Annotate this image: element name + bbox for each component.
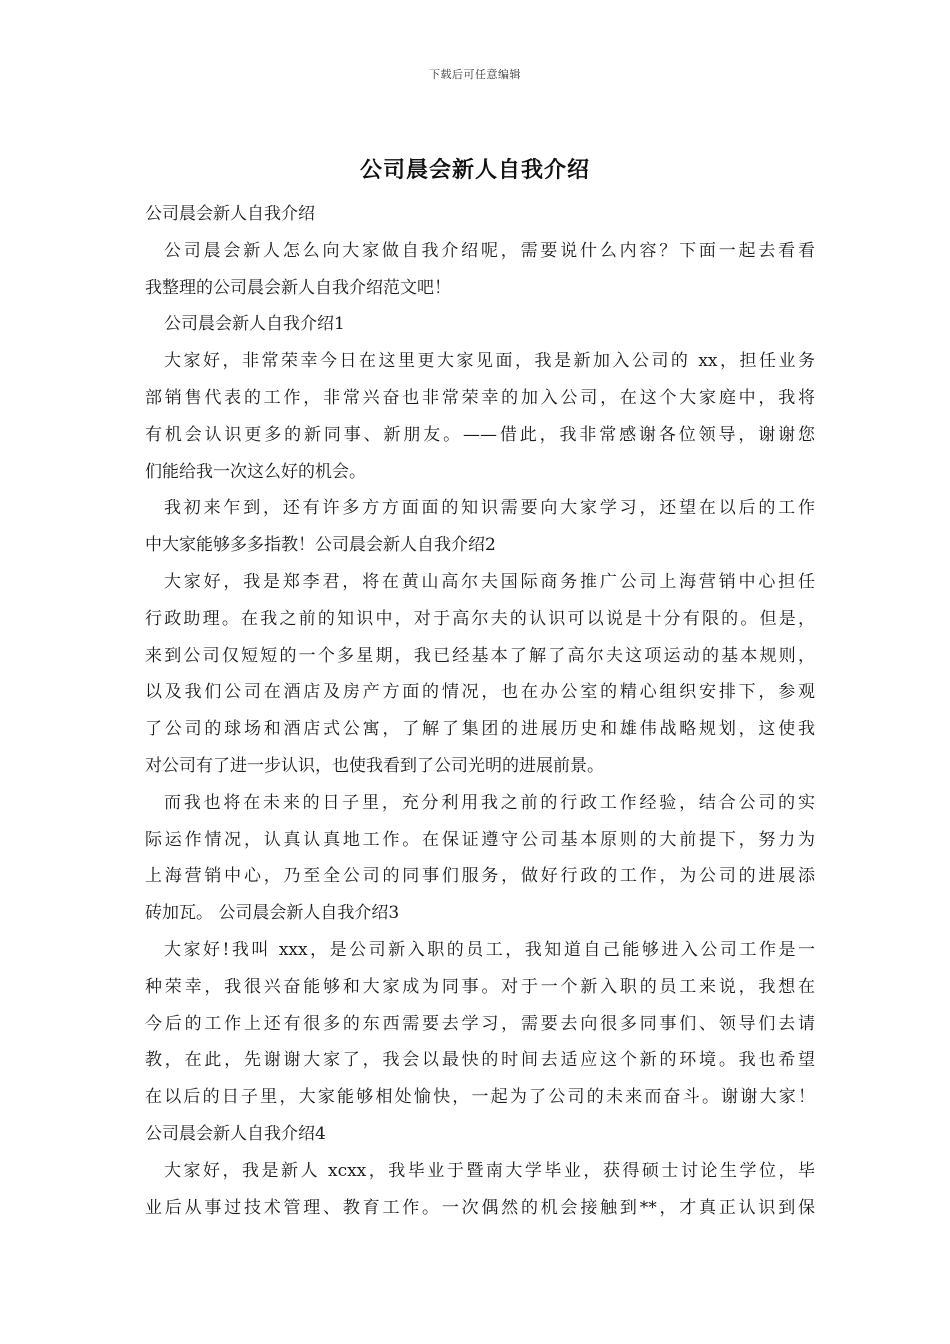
text-line: 公司晨会新人自我介绍1 [164, 314, 345, 335]
text-line: 大家好，我是郑李君，将在黄山高尔夫国际商务推广公司上海营销中心担任 [164, 571, 815, 592]
text-line: 种荣幸，我很兴奋能够和大家成为同事。对于一个新入职的员工来说，我想在 [145, 976, 815, 997]
text-line: 中大家能够多多指教！公司晨会新人自我介绍2 [145, 535, 496, 556]
text-line: 业后从事过技术管理、教育工作。一次偶然的机会接触到**，才真正认识到保 [145, 1197, 815, 1218]
header-note: 下载后可任意编辑 [429, 68, 521, 81]
text-line: 而我也将在未来的日子里，充分利用我之前的行政工作经验，结合公司的实 [164, 792, 815, 813]
document-body [145, 196, 815, 1226]
text-line: 我初来乍到，还有许多方方面面的知识需要向大家学习，还望在以后的工作 [164, 498, 815, 519]
text-line: 大家好，非常荣幸今日在这里更大家见面，我是新加入公司的 xx，担任业务 [164, 351, 815, 372]
text-line: 公司晨会新人自我介绍 [145, 204, 315, 224]
text-line: 公司晨会新人怎么向大家做自我介绍呢，需要说什么内容？下面一起去看看 [164, 240, 815, 261]
text-line: 在以后的日子里，大家能够相处愉快，一起为了公司的未来而奋斗。谢谢大家！ [145, 1087, 815, 1108]
text-line: 们能给我一次这么好的机会。 [145, 461, 366, 482]
text-line: 了公司的球场和酒店式公寓，了解了集团的进展历史和雄伟战略规划，这使我 [145, 719, 815, 740]
text-line: 公司晨会新人自我介绍4 [145, 1123, 326, 1144]
text-line: 教，在此，先谢谢大家了，我会以最快的时间去适应这个新的环境。我也希望 [145, 1050, 815, 1071]
text-line: 对公司有了进一步认识，也使我看到了公司光明的进展前景。 [145, 755, 604, 776]
text-line: 部销售代表的工作，非常兴奋也非常荣幸的加入公司，在这个大家庭中，我将 [145, 387, 815, 408]
text-line: 大家好，我是新人 xcxx，我毕业于暨南大学毕业，获得硕士讨论生学位，毕 [164, 1160, 815, 1181]
text-line: 以及我们公司在酒店及房产方面的情况，也在办公室的精心组织安排下，参观 [145, 682, 815, 703]
text-line: 来到公司仅短短的一个多星期，我已经基本了解了高尔夫这项运动的基本规则， [145, 645, 815, 666]
text-line: 我整理的公司晨会新人自我介绍范文吧！ [145, 277, 451, 298]
text-line: 砖加瓦。 公司晨会新人自我介绍3 [145, 903, 400, 924]
text-line: 上海营销中心，乃至全公司的同事们服务，做好行政的工作，为公司的进展添 [145, 866, 815, 887]
text-line: 有机会认识更多的新同事、新朋友。——借此，我非常感谢各位领导，谢谢您 [145, 424, 815, 445]
document-title: 公司晨会新人自我介绍 [359, 158, 590, 183]
text-line: 际运作情况，认真认真地工作。在保证遵守公司基本原则的大前提下，努力为 [145, 829, 815, 850]
text-line: 行政助理。在我之前的知识中，对于高尔夫的认识可以说是十分有限的。但是， [145, 608, 815, 629]
text-line: 大家好!我叫 xxx，是公司新入职的员工，我知道自己能够进入公司工作是一 [164, 939, 815, 960]
text-line: 今后的工作上还有很多的东西需要去学习，需要去向很多同事们、领导们去请 [145, 1013, 815, 1034]
